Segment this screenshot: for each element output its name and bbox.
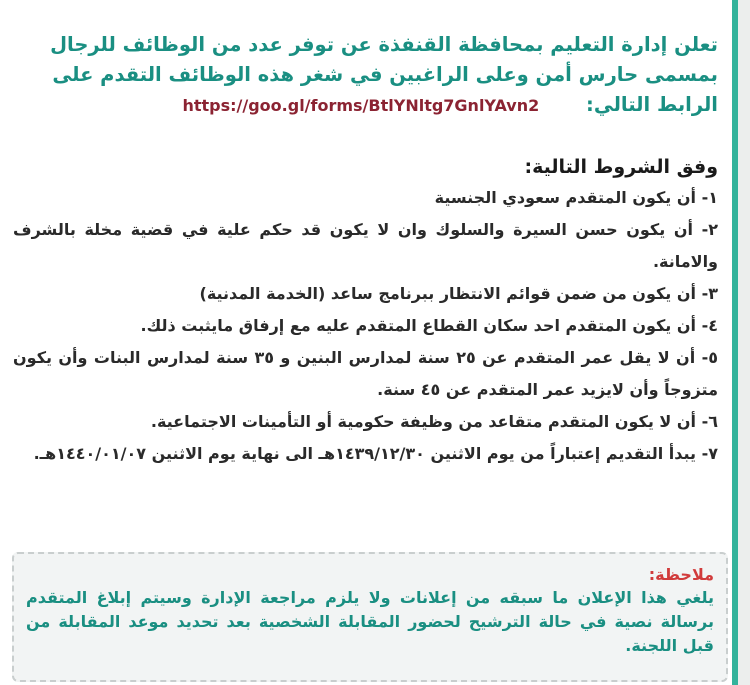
condition-item-2: ٢- أن يكون حسن السيرة والسلوك وان لا يكون قد حكم علية في قضية مخلة بالشرف والامانة. bbox=[13, 220, 718, 271]
note-box bbox=[12, 552, 728, 682]
intro-line-3 bbox=[18, 90, 718, 121]
condition-item-4: ٤- أن يكون المتقدم احد سكان القطاع المتقدم عليه مع إرفاق مايثبت ذلك. bbox=[140, 316, 718, 335]
condition-item-5: ٥- أن لا يقل عمر المتقدم عن ٢٥ سنة لمدارس البنين و ٣٥ سنة لمدارس البنات وأن يكون متزوجاً وأن لايزيد عمر المتقدم عن ٤٥ سنة. bbox=[13, 348, 719, 399]
application-link[interactable]: https://goo.gl/forms/BtlYNltg7GnlYAvn2 bbox=[182, 96, 540, 115]
conditions-heading: وفق الشروط التالية: bbox=[524, 156, 718, 178]
condition-item-7: ٧- يبدأ التقديم إعتباراً من يوم الاثنين ١٤٣٩/١٢/٣٠هـ الى نهاية يوم الاثنين ١٤٤٠/٠١/٠٧هـ. bbox=[33, 444, 718, 463]
note-body: يلغي هذا الإعلان ما سبقه من إعلانات ولا يلزم مراجعة الإدارة وسيتم إبلاغ المتقدم برسالة نصية في حالة الترشيح لحضور المقابلة الشخصية بعد تحديد موعد المقابلة من قبل اللجنة. bbox=[26, 588, 714, 655]
link-label: الرابط التالي: bbox=[586, 93, 718, 116]
intro-line-1: تعلن إدارة التعليم بمحافظة القنفذة عن توفر عدد من الوظائف للرجال bbox=[50, 33, 718, 56]
condition-item-1: ١- أن يكون المتقدم سعودي الجنسية bbox=[434, 188, 718, 207]
intro-paragraph bbox=[18, 30, 718, 121]
condition-item-6: ٦- أن لا يكون المتقدم متقاعد من وظيفة حكومية أو التأمينات الاجتماعية. bbox=[150, 412, 718, 431]
note-title: ملاحظة: bbox=[648, 565, 714, 584]
intro-line-2: بمسمى حارس أمن وعلى الراغبين في شغر هذه الوظائف التقدم على bbox=[52, 63, 718, 86]
condition-item-3: ٣- أن يكون من ضمن قوائم الانتظار ببرنامج ساعد (الخدمة المدنية) bbox=[199, 284, 718, 303]
conditions-list bbox=[13, 152, 718, 470]
